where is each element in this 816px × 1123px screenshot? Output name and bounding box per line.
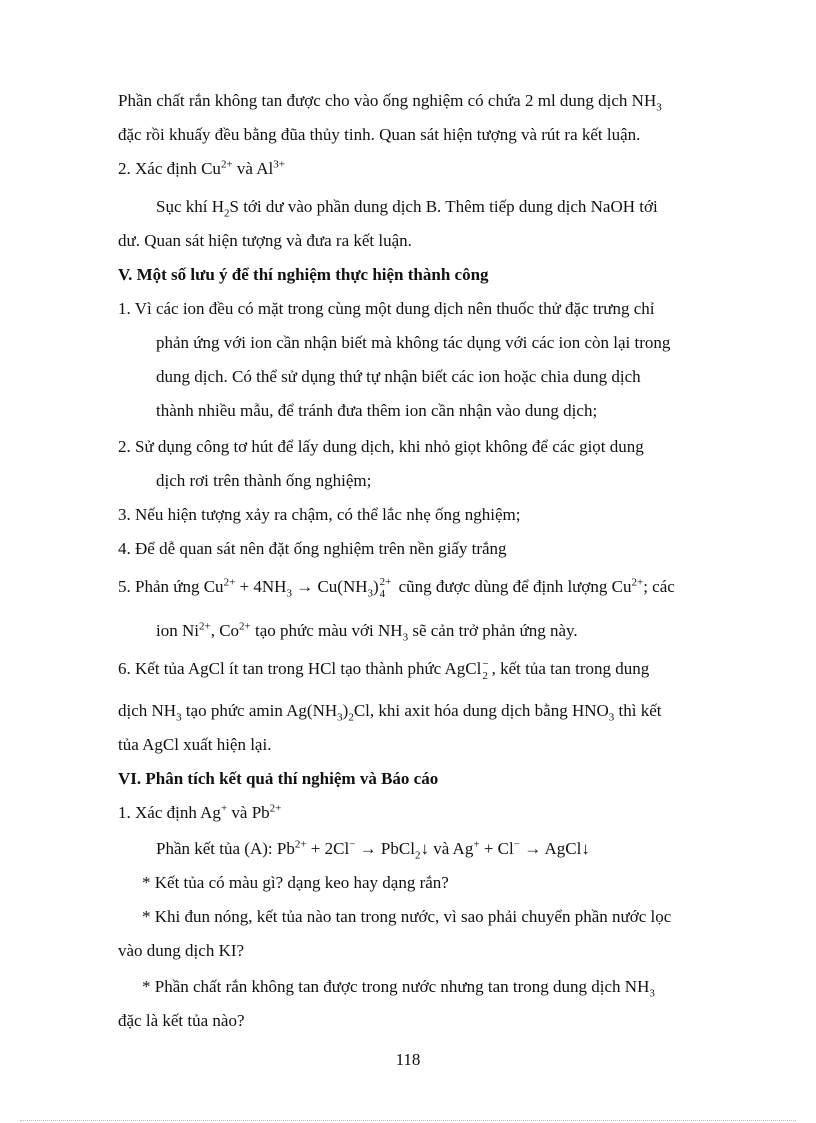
- text-line: dịch $NH_3$ tạo phức amin $Ag(NH_3)_2Cl$, khi axit hóa dung dịch bằng $HNO_3$ thì kết: [118, 701, 662, 724]
- subheading: 2. Xác định $Cu^{2+}$ và $Al^{3+}$: [118, 158, 285, 178]
- list-item: 2. Sử dụng công tơ hút để lấy dung dịch, khi nhỏ giọt không để các giọt dung: [118, 437, 644, 456]
- page-number: 118: [395, 1050, 421, 1069]
- text-line: Phần chất rắn không tan được cho vào ống nghiệm có chứa 2 ml dung dịch $NH_3$: [118, 91, 662, 114]
- list-item: 5. Phản ứng $Cu^{2+} + 4NH_3 \to Cu(NH_3)$ 2+ 4 cũng được dùng để định lượng $Cu^{2+}$; các: [118, 576, 675, 601]
- footer-rule: [20, 1120, 796, 1121]
- list-item: 3. Nếu hiện tượng xảy ra chậm, có thể lắc nhẹ ống nghiệm;: [118, 505, 521, 524]
- list-item: 4. Để dễ quan sát nên đặt ống nghiệm trên nền giấy trắng: [118, 539, 507, 558]
- text-line: vào dung dịch KI?: [118, 941, 245, 960]
- text-line: thành nhiều mẫu, để tránh đưa thêm ion cần nhận vào dung dịch;: [156, 401, 598, 420]
- list-item: 6. Kết tủa AgCl ít tan trong HCl tạo thành phức AgCl − 2 , kết tủa tan trong dung: [118, 658, 650, 683]
- section-heading-vi: VI. Phân tích kết quả thí nghiệm và Báo cáo: [118, 769, 439, 788]
- text-line: tủa AgCl xuất hiện lại.: [118, 735, 272, 754]
- text-line: Sục khí $H_2S$ tới dư vào phần dung dịch B. Thêm tiếp dung dịch NaOH tới: [156, 197, 658, 220]
- text-line: đặc rồi khuấy đều bằng đũa thủy tinh. Quan sát hiện tượng và rút ra kết luận.: [118, 125, 641, 144]
- text-line: dung dịch. Có thể sử dụng thứ tự nhận biết các ion hoặc chia dung dịch: [156, 367, 641, 386]
- list-item: 1. Vì các ion đều có mặt trong cùng một dung dịch nên thuốc thử đặc trưng chỉ: [118, 299, 655, 318]
- text-line: phản ứng với ion cần nhận biết mà không tác dụng với các ion còn lại trong: [156, 333, 671, 352]
- question-line: * Phần chất rắn không tan được trong nước nhưng tan trong dung dịch $NH_3$: [142, 977, 655, 1000]
- question-line: * Kết tủa có màu gì? dạng keo hay dạng rắn?: [142, 873, 449, 892]
- subheading: 1. Xác định Ag+ và $Pb^{2+}$: [118, 802, 282, 822]
- text-line: đặc là kết tủa nào?: [118, 1011, 245, 1030]
- charge-index: 2+ 4: [379, 576, 392, 601]
- charge-index: − 2: [482, 658, 489, 683]
- section-heading-v: V. Một số lưu ý để thí nghiệm thực hiện thành công: [118, 265, 489, 284]
- text-line: dịch rơi trên thành ống nghiệm;: [156, 471, 372, 490]
- question-line: * Khi đun nóng, kết tủa nào tan trong nước, vì sao phải chuyển phần nước lọc: [142, 907, 672, 926]
- equation-line: Phần kết tủa (A): $Pb^{2+} + 2Cl^-$ → PbCl$_2$↓ và Ag+ + Cl− → AgCl↓: [156, 838, 590, 862]
- text-line: ion $Ni^{2+}$, $Co^{2+}$ tạo phức màu với $NH_3$ sẽ cản trở phản ứng này.: [156, 620, 578, 644]
- text-line: dư. Quan sát hiện tượng và đưa ra kết luận.: [118, 231, 412, 250]
